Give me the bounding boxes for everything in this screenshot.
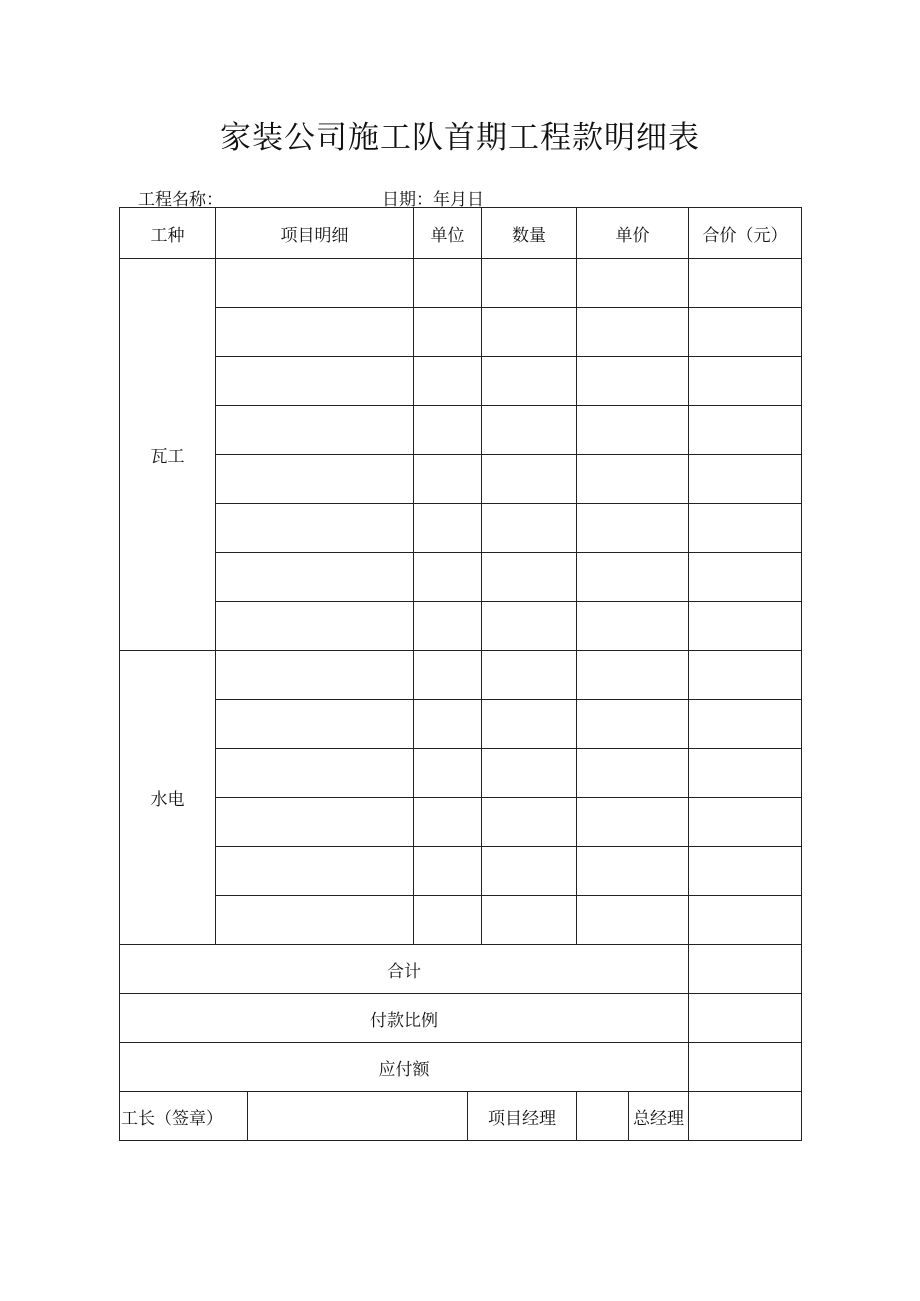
summary-value-cell[interactable] xyxy=(689,994,802,1043)
header-cell-amount: 合价（元） xyxy=(689,208,802,259)
unit-cell[interactable] xyxy=(414,357,482,406)
unit-price-cell[interactable] xyxy=(577,553,689,602)
unit-price-cell[interactable] xyxy=(577,504,689,553)
table-row xyxy=(120,847,802,896)
quantity-cell[interactable] xyxy=(482,798,577,847)
header-cell-unit-price: 单价 xyxy=(577,208,689,259)
amount-cell[interactable] xyxy=(689,749,802,798)
payment-ratio-label: 付款比例 xyxy=(120,994,689,1043)
quantity-cell[interactable] xyxy=(482,553,577,602)
unit-cell[interactable] xyxy=(414,798,482,847)
amount-cell[interactable] xyxy=(689,308,802,357)
item-detail-cell[interactable] xyxy=(216,259,414,308)
item-detail-cell[interactable] xyxy=(216,798,414,847)
item-detail-cell[interactable] xyxy=(216,651,414,700)
payment-detail-table xyxy=(119,207,802,1141)
item-detail-cell[interactable] xyxy=(216,553,414,602)
amount-cell[interactable] xyxy=(689,357,802,406)
item-detail-cell[interactable] xyxy=(216,749,414,798)
item-detail-cell[interactable] xyxy=(216,308,414,357)
amount-cell[interactable] xyxy=(689,259,802,308)
table-row xyxy=(120,259,802,308)
table-row xyxy=(120,798,802,847)
unit-cell[interactable] xyxy=(414,455,482,504)
unit-cell[interactable] xyxy=(414,749,482,798)
amount-cell[interactable] xyxy=(689,455,802,504)
quantity-cell[interactable] xyxy=(482,847,577,896)
table-row xyxy=(120,651,802,700)
header-row xyxy=(120,208,802,259)
amount-cell[interactable] xyxy=(689,700,802,749)
quantity-cell[interactable] xyxy=(482,259,577,308)
summary-row xyxy=(120,1043,802,1092)
unit-price-cell[interactable] xyxy=(577,896,689,945)
unit-price-cell[interactable] xyxy=(577,406,689,455)
unit-price-cell[interactable] xyxy=(577,357,689,406)
trade-cell: 水电 xyxy=(120,651,216,945)
amount-payable-label: 应付额 xyxy=(120,1043,689,1092)
date-label: 日期：年月日 xyxy=(382,190,484,210)
item-detail-cell[interactable] xyxy=(216,896,414,945)
summary-value-cell[interactable] xyxy=(689,945,802,994)
unit-cell[interactable] xyxy=(414,651,482,700)
unit-cell[interactable] xyxy=(414,406,482,455)
table-row xyxy=(120,700,802,749)
project-name-label: 工程名称： xyxy=(138,190,223,210)
document-title: 家装公司施工队首期工程款明细表 xyxy=(220,120,700,156)
amount-cell[interactable] xyxy=(689,651,802,700)
general-manager-signature-field[interactable] xyxy=(689,1092,802,1141)
trade-cell: 瓦工 xyxy=(120,259,216,651)
unit-price-cell[interactable] xyxy=(577,847,689,896)
amount-cell[interactable] xyxy=(689,896,802,945)
quantity-cell[interactable] xyxy=(482,651,577,700)
quantity-cell[interactable] xyxy=(482,896,577,945)
quantity-cell[interactable] xyxy=(482,700,577,749)
signature-row xyxy=(120,1092,802,1141)
unit-price-cell[interactable] xyxy=(577,651,689,700)
header-cell-item-detail: 项目明细 xyxy=(216,208,414,259)
unit-cell[interactable] xyxy=(414,553,482,602)
foreman-signature-label: 工长（签章） xyxy=(120,1092,248,1141)
item-detail-cell[interactable] xyxy=(216,357,414,406)
quantity-cell[interactable] xyxy=(482,455,577,504)
header-cell-unit: 单位 xyxy=(414,208,482,259)
table-row xyxy=(120,553,802,602)
quantity-cell[interactable] xyxy=(482,406,577,455)
quantity-cell[interactable] xyxy=(482,602,577,651)
unit-cell[interactable] xyxy=(414,504,482,553)
unit-price-cell[interactable] xyxy=(577,700,689,749)
table-body xyxy=(120,208,802,1141)
table-row xyxy=(120,406,802,455)
unit-cell[interactable] xyxy=(414,308,482,357)
foreman-signature-field[interactable] xyxy=(248,1092,468,1141)
table-row xyxy=(120,308,802,357)
table-row xyxy=(120,602,802,651)
unit-price-cell[interactable] xyxy=(577,749,689,798)
item-detail-cell[interactable] xyxy=(216,504,414,553)
unit-price-cell[interactable] xyxy=(577,455,689,504)
unit-cell[interactable] xyxy=(414,602,482,651)
unit-price-cell[interactable] xyxy=(577,798,689,847)
quantity-cell[interactable] xyxy=(482,749,577,798)
item-detail-cell[interactable] xyxy=(216,700,414,749)
unit-cell[interactable] xyxy=(414,700,482,749)
summary-value-cell[interactable] xyxy=(689,1043,802,1092)
summary-row xyxy=(120,994,802,1043)
unit-price-cell[interactable] xyxy=(577,602,689,651)
summary-row xyxy=(120,945,802,994)
item-detail-cell[interactable] xyxy=(216,602,414,651)
amount-cell[interactable] xyxy=(689,406,802,455)
header-cell-trade: 工种 xyxy=(120,208,216,259)
item-detail-cell[interactable] xyxy=(216,406,414,455)
project-manager-label: 项目经理 xyxy=(468,1092,577,1141)
header-cell-quantity: 数量 xyxy=(482,208,577,259)
unit-price-cell[interactable] xyxy=(577,308,689,357)
table-row xyxy=(120,504,802,553)
general-manager-label: 总经理 xyxy=(629,1092,689,1141)
amount-cell[interactable] xyxy=(689,847,802,896)
item-detail-cell[interactable] xyxy=(216,455,414,504)
quantity-cell[interactable] xyxy=(482,308,577,357)
table-row xyxy=(120,357,802,406)
unit-cell[interactable] xyxy=(414,847,482,896)
total-label: 合计 xyxy=(120,945,689,994)
unit-cell[interactable] xyxy=(414,259,482,308)
table-row xyxy=(120,455,802,504)
amount-cell[interactable] xyxy=(689,504,802,553)
amount-cell[interactable] xyxy=(689,553,802,602)
table-row xyxy=(120,749,802,798)
amount-cell[interactable] xyxy=(689,798,802,847)
table-row xyxy=(120,896,802,945)
amount-cell[interactable] xyxy=(689,602,802,651)
unit-cell[interactable] xyxy=(414,896,482,945)
quantity-cell[interactable] xyxy=(482,504,577,553)
unit-price-cell[interactable] xyxy=(577,259,689,308)
item-detail-cell[interactable] xyxy=(216,847,414,896)
project-manager-signature-field[interactable] xyxy=(577,1092,629,1141)
quantity-cell[interactable] xyxy=(482,357,577,406)
